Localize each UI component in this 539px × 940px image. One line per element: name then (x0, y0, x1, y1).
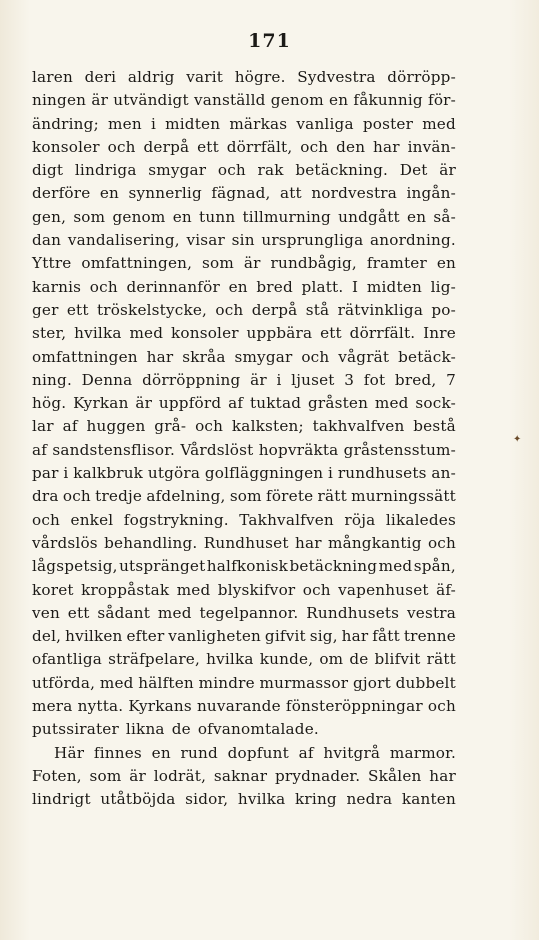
text-line: gen, som genom en tunn tillmurning undgått en så- (32, 207, 456, 226)
text-line: och enkel fogstrykning. Takhvalfven röja likaledes (32, 510, 456, 529)
margin-mark: ✦ (513, 434, 522, 445)
text-line: del, hvilken efter vanligheten gifvit sig, har fått trenne (32, 627, 456, 646)
text-line: par i kalkbruk utgöra golfläggningen i rundhusets an- (32, 464, 456, 483)
text-line: dra och tredje afdelning, som förete rätt murningssätt (32, 487, 456, 506)
text-line: ningen är utvändigt vanställd genom en fåkunnig för- (32, 91, 456, 110)
text-line: utförda, med hälften mindre murmassor gjort dubbelt (32, 673, 456, 692)
text-line: ven ett sådant med tegelpannor. Rundhusets vestra (32, 603, 456, 622)
text-line: ändring; men i midten märkas vanliga poster med (32, 114, 456, 133)
text-line: ofantliga sträfpelare, hvilka kunde, om de blifvit rätt (32, 650, 456, 669)
text-line: af sandstensflisor. Vårdslöst hopvräkta gråstensstum- (32, 440, 456, 459)
body-text (32, 66, 456, 812)
text-line: omfattningen har skråa smygar och vågrät betäck- (32, 347, 456, 366)
text-line: ger ett tröskelstycke, och derpå stå rätvinkliga po- (32, 300, 456, 319)
text-line: vårdslös behandling. Rundhuset har mångkantig och (32, 533, 456, 552)
text-line: putssirater likna de ofvanomtalade. (32, 720, 319, 739)
text-line: karnis och derinnanför en bred platt. I midten lig- (32, 277, 456, 296)
text-line: laren deri aldrig varit högre. Sydvestra dörröpp- (32, 68, 456, 86)
text-line: mera nytta. Kyrkans nuvarande fönsteröppningar och (32, 697, 456, 716)
text-line: lågspetsig, utspränget halfkonisk betäckning med spån, (32, 557, 456, 576)
text-line: Här finnes en rund dopfunt af hvitgrå marmor. (54, 743, 456, 762)
text-line: koret kroppåstak med blyskifvor och vapenhuset äf- (32, 580, 456, 599)
page-number: 171 (248, 30, 291, 52)
text-line: dan vandalisering, visar sin ursprungliga anordning. (32, 231, 456, 250)
text-line: digt lindriga smygar och rak betäckning. Det är (32, 161, 456, 180)
text-line: Yttre omfattningen, som är rundbågig, framter en (32, 254, 456, 273)
text-line: lar af huggen grå- och kalksten; takhvalfven bestå (32, 417, 456, 436)
text-line: derföre en synnerlig fägnad, att nordvestra ingån- (32, 184, 456, 203)
text-line: konsoler och derpå ett dörrfält, och den har invän- (32, 137, 456, 156)
text-line: hög. Kyrkan är uppförd af tuktad gråsten med sock- (32, 394, 456, 413)
text-line: Foten, som är lodrät, saknar prydnader. Skålen har (32, 766, 456, 785)
text-line: ster, hvilka med konsoler uppbära ett dörrfält. Inre (32, 324, 456, 343)
text-line: lindrigt utåtböjda sidor, hvilka kring nedra kanten (32, 790, 456, 809)
text-line: ning. Denna dörröppning är i ljuset 3 fot bred, 7 (32, 370, 456, 389)
